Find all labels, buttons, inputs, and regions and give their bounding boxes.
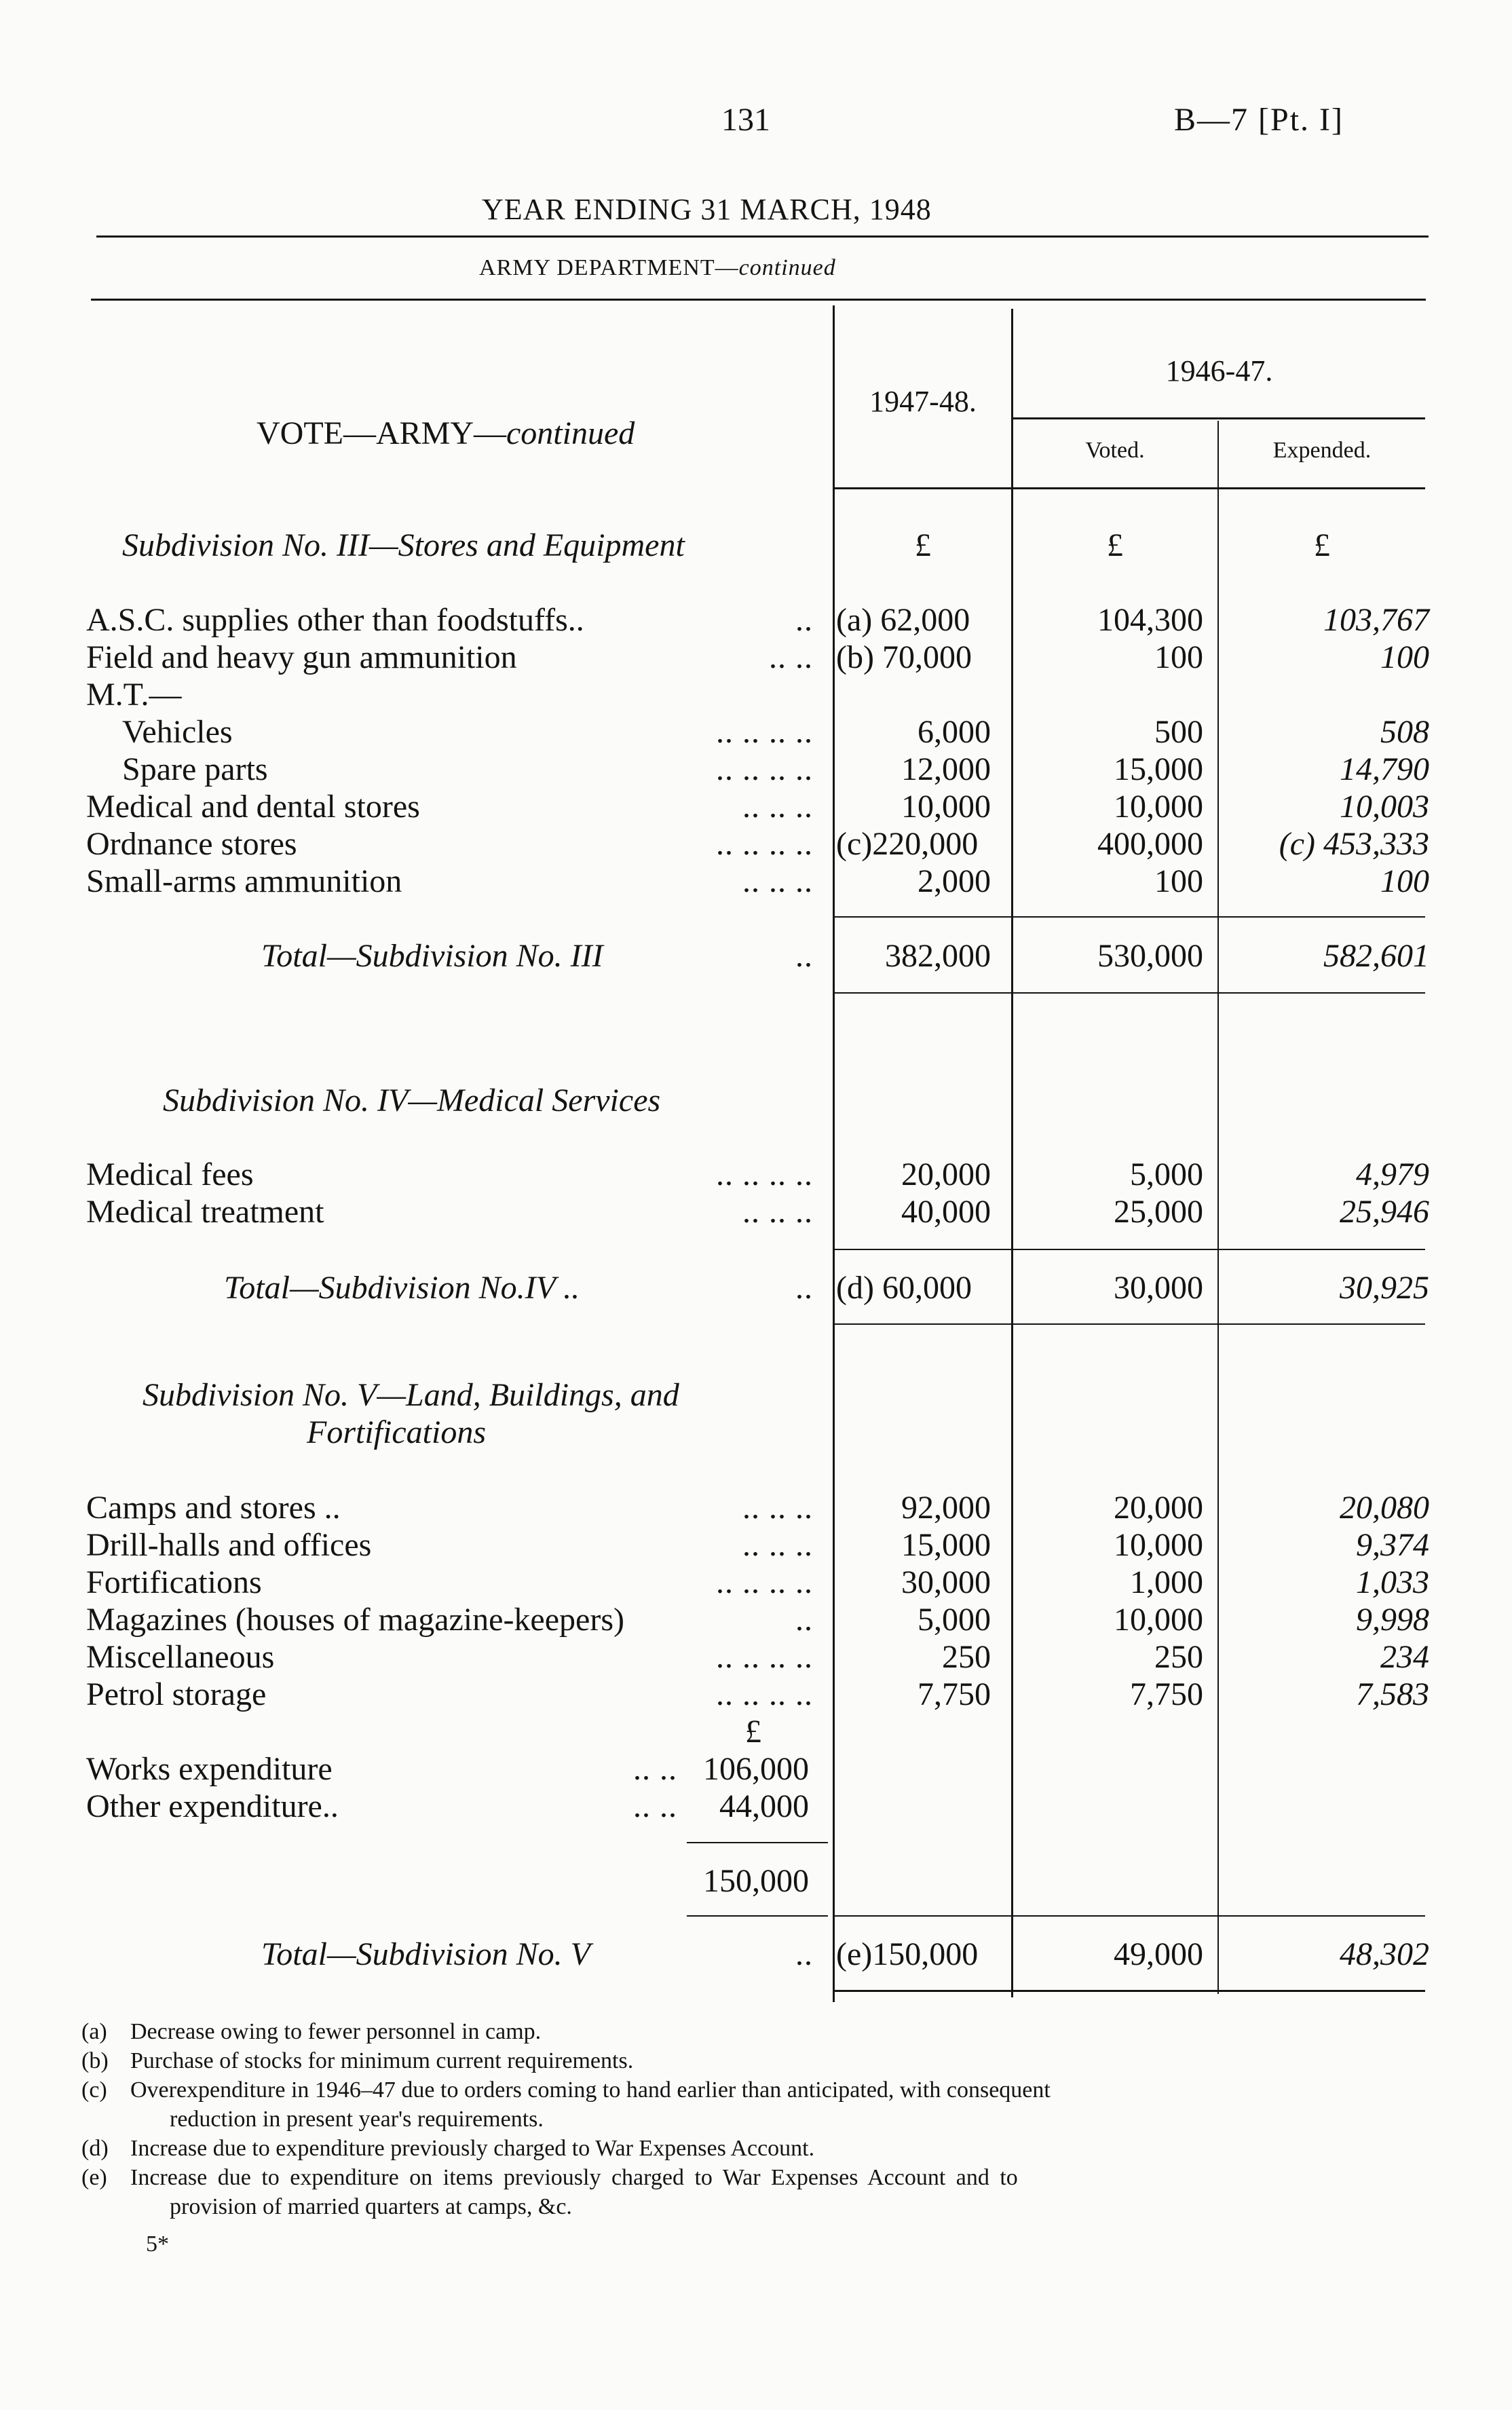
- value-1947-48: 30,000: [901, 1564, 991, 1600]
- value-voted: 15,000: [1114, 751, 1203, 787]
- value-expended: 103,767: [1323, 602, 1429, 638]
- sub5-total-rule-top: [835, 1915, 1425, 1917]
- value-1947-48: (b) 70,000: [836, 639, 972, 675]
- sub3-total-rule-top: [835, 916, 1425, 918]
- subtitle-rule: [91, 299, 1426, 301]
- value-voted: 100: [1154, 639, 1203, 675]
- value-voted: 500: [1154, 714, 1203, 750]
- inner-dots: .. ..: [633, 1788, 677, 1824]
- row-dots: .. .. ..: [742, 789, 813, 825]
- total-voted: 530,000: [1097, 938, 1203, 974]
- header-rule-voted: [1013, 417, 1425, 419]
- inner-total-rule: [687, 1842, 828, 1843]
- row-dots: .. .. .. ..: [716, 1676, 813, 1712]
- row-dots: .. .. .. ..: [716, 1639, 813, 1675]
- col-rule-2: [1011, 309, 1013, 1997]
- total-label: Total—Subdivision No. V: [261, 1936, 590, 1972]
- footnote-text: Purchase of stocks for minimum current requirements.: [130, 2048, 634, 2073]
- row-label: M.T.—: [86, 677, 182, 713]
- total-1947-48: (e)150,000: [836, 1936, 979, 1972]
- vote-heading-italic: continued: [506, 415, 635, 451]
- value-1947-48: 40,000: [901, 1194, 991, 1230]
- value-expended: 1,033: [1356, 1564, 1429, 1600]
- currency-1947: £: [915, 527, 931, 563]
- total-dots: ..: [795, 1936, 813, 1972]
- page-number: 131: [721, 102, 770, 138]
- col-header-1947-48: 1947-48.: [869, 385, 977, 418]
- inner-label: Works expenditure: [86, 1751, 333, 1787]
- footnote-mark: (d): [81, 2136, 109, 2161]
- total-voted: 49,000: [1114, 1936, 1203, 1972]
- total-expended: 30,925: [1340, 1270, 1429, 1306]
- total-expended: 48,302: [1340, 1936, 1429, 1972]
- row-label: Drill-halls and offices: [86, 1527, 372, 1563]
- row-dots: ..: [795, 1602, 813, 1638]
- row-dots: .. ..: [769, 639, 813, 675]
- value-1947-48: 15,000: [901, 1527, 991, 1563]
- document-reference: B—7 [Pt. I]: [1174, 102, 1344, 138]
- row-label: Vehicles: [122, 714, 233, 750]
- total-voted: 30,000: [1114, 1270, 1203, 1306]
- row-dots: ..: [795, 602, 813, 638]
- value-expended: 20,080: [1340, 1490, 1429, 1526]
- value-expended: (c) 453,333: [1279, 826, 1429, 862]
- row-dots: .. .. .. ..: [716, 1564, 813, 1600]
- row-label: Fortifications: [86, 1564, 262, 1600]
- value-expended: 25,946: [1340, 1194, 1429, 1230]
- value-1947-48: 6,000: [918, 714, 991, 750]
- value-voted: 10,000: [1114, 1527, 1203, 1563]
- sub5-heading-line2: Fortifications: [307, 1414, 486, 1450]
- inner-dots: .. ..: [633, 1751, 677, 1787]
- footnote-text: Increase due to expenditure previously charged to War Expenses Account.: [130, 2136, 815, 2161]
- row-label: Ordnance stores: [86, 826, 297, 862]
- row-label: Miscellaneous: [86, 1639, 275, 1675]
- title-rule: [96, 236, 1429, 238]
- value-expended: 4,979: [1356, 1156, 1429, 1192]
- value-voted: 10,000: [1114, 789, 1203, 825]
- total-expended: 582,601: [1323, 938, 1429, 974]
- col-header-expended: Expended.: [1272, 438, 1372, 463]
- value-voted: 20,000: [1114, 1490, 1203, 1526]
- inner-amount: 106,000: [703, 1751, 809, 1787]
- total-1947-48: 382,000: [885, 938, 991, 974]
- inner-label: Other expenditure..: [86, 1788, 339, 1824]
- footnote-text: Increase due to expenditure on items previously charged to War Expenses Account and to: [130, 2165, 1018, 2190]
- row-label: Medical fees: [86, 1156, 254, 1192]
- total-label: Total—Subdivision No. III: [261, 938, 603, 974]
- footnote-mark: (a): [81, 2019, 107, 2044]
- value-1947-48: 7,750: [918, 1676, 991, 1712]
- footnote-mark: (e): [81, 2165, 107, 2190]
- col-header-voted: Voted.: [1085, 438, 1145, 463]
- value-1947-48: 250: [942, 1639, 991, 1675]
- row-dots: .. .. .. ..: [716, 714, 813, 750]
- footnote-mark: (c): [81, 2077, 107, 2103]
- footnote-text: Overexpenditure in 1946–47 due to orders coming to hand earlier than anticipated, with consequent: [130, 2077, 1051, 2103]
- signature-mark: 5*: [146, 2232, 169, 2257]
- value-voted: 100: [1154, 863, 1203, 899]
- col-header-1946-47: 1946-47.: [1165, 354, 1273, 388]
- row-label: Field and heavy gun ammunition: [86, 639, 517, 675]
- value-expended: 10,003: [1340, 789, 1429, 825]
- subtitle-main: ARMY DEPARTMENT—: [479, 255, 739, 280]
- value-voted: 25,000: [1114, 1194, 1203, 1230]
- value-1947-48: (c)220,000: [836, 826, 979, 862]
- value-expended: 14,790: [1340, 751, 1429, 787]
- row-dots: .. .. ..: [742, 863, 813, 899]
- row-label: Magazines (houses of magazine-keepers): [86, 1602, 624, 1638]
- footnote-mark: (b): [81, 2048, 109, 2073]
- total-dots: ..: [795, 938, 813, 974]
- sub4-total-rule-top: [835, 1249, 1425, 1250]
- inner-total-rule-bottom: [687, 1915, 828, 1917]
- row-dots: .. .. ..: [742, 1527, 813, 1563]
- sub4-heading: Subdivision No. IV—Medical Services: [163, 1082, 661, 1118]
- sub3-total-rule-bottom: [835, 992, 1425, 994]
- currency-expended: £: [1314, 527, 1330, 563]
- total-dots: ..: [795, 1270, 813, 1306]
- inner-currency: £: [745, 1714, 761, 1750]
- value-1947-48: (a) 62,000: [836, 602, 970, 638]
- row-label: Camps and stores ..: [86, 1490, 341, 1526]
- value-1947-48: 92,000: [901, 1490, 991, 1526]
- sub5-total-rule-bottom: [835, 1990, 1425, 1992]
- value-expended: 508: [1380, 714, 1429, 750]
- header-rule-bottom: [835, 487, 1425, 489]
- row-dots: .. .. .. ..: [716, 751, 813, 787]
- value-1947-48: 10,000: [901, 789, 991, 825]
- row-dots: .. .. .. ..: [716, 1156, 813, 1192]
- value-1947-48: 12,000: [901, 751, 991, 787]
- row-label: Petrol storage: [86, 1676, 267, 1712]
- subtitle-italic: continued: [738, 255, 836, 280]
- value-1947-48: 5,000: [918, 1602, 991, 1638]
- total-label: Total—Subdivision No.IV ..: [224, 1270, 580, 1306]
- row-label: Medical and dental stores: [86, 789, 420, 825]
- value-expended: 7,583: [1356, 1676, 1429, 1712]
- footnote-continuation: provision of married quarters at camps, &c.: [170, 2194, 572, 2219]
- inner-amount: 44,000: [719, 1788, 809, 1824]
- value-voted: 400,000: [1097, 826, 1203, 862]
- row-label: Medical treatment: [86, 1194, 324, 1230]
- value-voted: 7,750: [1130, 1676, 1203, 1712]
- vote-heading: [257, 417, 635, 450]
- value-voted: 250: [1154, 1639, 1203, 1675]
- currency-voted: £: [1107, 527, 1123, 563]
- value-expended: 9,374: [1356, 1527, 1429, 1563]
- row-label: A.S.C. supplies other than foodstuffs..: [86, 602, 584, 638]
- sub5-heading-line1: Subdivision No. V—Land, Buildings, and: [143, 1377, 679, 1413]
- page-title: YEAR ENDING 31 MARCH, 1948: [482, 193, 932, 226]
- value-voted: 10,000: [1114, 1602, 1203, 1638]
- inner-total: 150,000: [703, 1863, 809, 1899]
- value-expended: 9,998: [1356, 1602, 1429, 1638]
- value-1947-48: 20,000: [901, 1156, 991, 1192]
- sub3-heading: Subdivision No. III—Stores and Equipment: [122, 527, 685, 563]
- sub4-total-rule-bottom: [835, 1323, 1425, 1325]
- row-dots: .. .. ..: [742, 1194, 813, 1230]
- vote-heading-main: VOTE—ARMY—: [257, 415, 506, 451]
- total-1947-48: (d) 60,000: [836, 1270, 972, 1306]
- value-voted: 104,300: [1097, 602, 1203, 638]
- value-voted: 5,000: [1130, 1156, 1203, 1192]
- value-expended: 100: [1380, 639, 1429, 675]
- value-expended: 100: [1380, 863, 1429, 899]
- row-label: Small-arms ammunition: [86, 863, 402, 899]
- page-subtitle: [479, 257, 836, 280]
- footnote-text: Decrease owing to fewer personnel in camp.: [130, 2019, 542, 2044]
- footnote-continuation: reduction in present year's requirements.: [170, 2107, 544, 2132]
- row-dots: .. .. ..: [742, 1490, 813, 1526]
- value-expended: 234: [1380, 1639, 1429, 1675]
- value-voted: 1,000: [1130, 1564, 1203, 1600]
- row-label: Spare parts: [122, 751, 268, 787]
- value-1947-48: 2,000: [918, 863, 991, 899]
- row-dots: .. .. .. ..: [716, 826, 813, 862]
